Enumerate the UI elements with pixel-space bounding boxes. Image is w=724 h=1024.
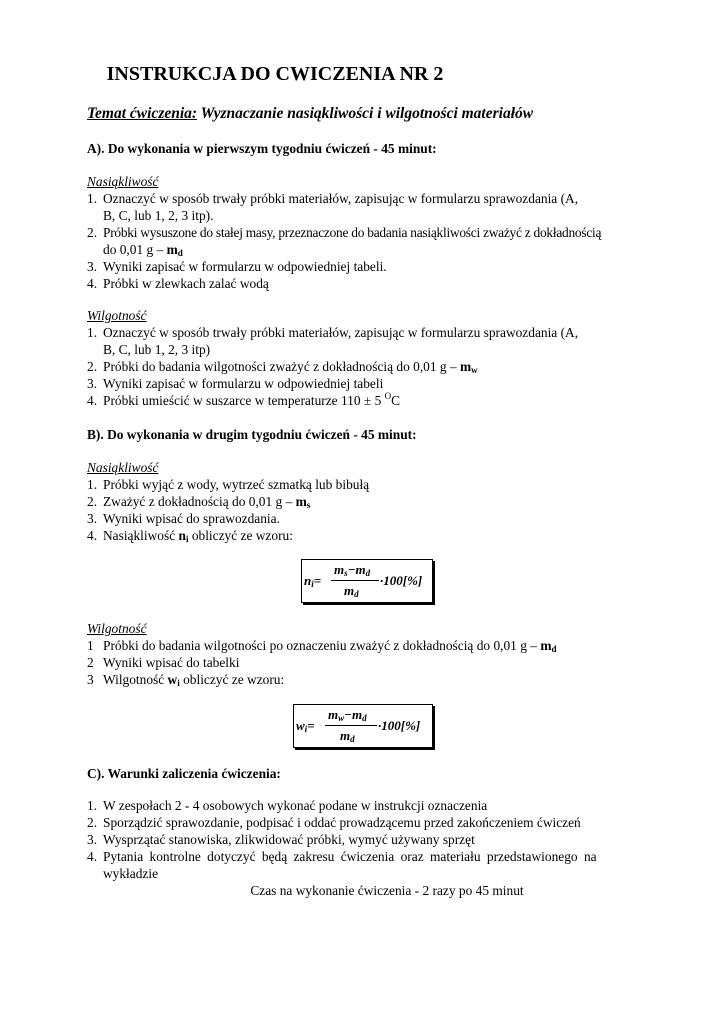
formula-lhs: $w_i=$	[296, 718, 315, 734]
item-number: 1.	[87, 325, 98, 340]
section-a-wilgotnosc	[87, 307, 687, 409]
list-item	[87, 848, 687, 882]
symbol-sub: s	[306, 500, 311, 510]
list	[87, 797, 687, 882]
formula-lhs: $n_i=$	[304, 573, 322, 589]
list-item	[87, 324, 687, 358]
item-text: Próbki do badania wilgotności po oznaczeniu zważyć z dokładnością do 0,01 g –	[103, 638, 541, 653]
list-item	[87, 224, 687, 258]
formula-denominator: $m_d$	[344, 583, 359, 599]
list-item	[87, 275, 687, 292]
item-number: 4.	[87, 393, 98, 408]
list	[87, 190, 687, 292]
item-number: 2.	[87, 815, 98, 830]
item-number: 2.	[87, 494, 98, 509]
list-item	[87, 493, 687, 510]
symbol-sub: i	[177, 678, 180, 688]
time-note: Czas na wykonanie ćwiczenia - 2 razy po 45 minut	[250, 883, 524, 898]
section-b-wilgotnosc	[87, 620, 687, 688]
item-text: Wyniki zapisać w formularzu w odpowiedniej tabeli.	[103, 259, 387, 274]
item-text-cont: B, C, lub 1, 2, 3 itp)	[103, 342, 211, 357]
list-item	[87, 476, 687, 493]
item-number: 1.	[87, 798, 98, 813]
fraction-bar	[325, 725, 377, 726]
formula-nasiakliwosc	[301, 559, 433, 603]
item-text: Wyniki zapisać w formularzu w odpowiedniej tabeli	[103, 376, 384, 391]
item-text: Próbki wyjąć z wody, wytrzeć szmatką lub bibułą	[103, 477, 370, 492]
item-text: Oznaczyć w sposób trwały próbki materiałów, zapisując w formularzu sprawozdania (A,	[103, 325, 579, 340]
item-text: Sporządzić sprawozdanie, podpisać i oddać prowadzącemu przed zakończeniem ćwiczeń	[103, 815, 581, 830]
formula-numerator: $m_w-m_d$	[328, 707, 367, 723]
subsection-title: Nasiąkliwość	[87, 460, 159, 475]
item-number: 4.	[87, 276, 98, 291]
item-text: Wilgotność	[103, 672, 168, 687]
item-text-cont: B, C, lub 1, 2, 3 itp).	[103, 208, 214, 223]
list-item	[87, 527, 687, 544]
list-item	[87, 654, 687, 671]
list-item	[87, 831, 687, 848]
section-b-nasiakliwosc	[87, 459, 687, 544]
symbol: n	[178, 528, 186, 543]
item-text: W zespołach 2 - 4 osobowych wykonać podane w instrukcji oznaczenia	[103, 798, 488, 813]
item-text-after: obliczyć ze wzoru:	[179, 672, 285, 687]
item-text: Oznaczyć w sposób trwały próbki materiałów, zapisując w formularzu sprawozdania (A,	[103, 191, 579, 206]
symbol-sub: d	[177, 248, 183, 258]
topic-label: Temat ćwiczenia:	[87, 105, 198, 122]
list-item	[87, 797, 687, 814]
item-text: Próbki wysuszone do stałej masy, przeznaczone do badania nasiąkliwości zważyć z dokładnością	[103, 225, 602, 240]
list-item	[87, 190, 687, 224]
formula-rhs: ·100[%]	[378, 718, 421, 733]
item-text: Pytania kontrolne dotyczyć będą zakresu ćwiczenia oraz materiału przedstawionego na	[103, 849, 597, 864]
subsection-title: Nasiąkliwość	[87, 174, 159, 189]
symbol: w	[167, 672, 178, 687]
formula-wilgotnosc	[293, 704, 433, 748]
section-b	[87, 426, 687, 443]
item-text: Zważyć z dokładnością do 0,01 g –	[103, 494, 296, 509]
item-number: 3.	[87, 376, 98, 391]
symbol: m	[460, 359, 472, 374]
section-a	[87, 140, 687, 157]
symbol: m	[540, 638, 552, 653]
item-number: 1	[87, 638, 94, 653]
list	[87, 476, 687, 544]
list-item	[87, 358, 687, 375]
list	[87, 637, 687, 688]
item-number: 3.	[87, 832, 98, 847]
fraction-bar	[331, 580, 379, 581]
item-number: 4.	[87, 849, 98, 864]
symbol: m	[295, 494, 307, 509]
list	[87, 324, 687, 409]
symbol-sub: d	[551, 644, 557, 654]
item-number: 2	[87, 655, 94, 670]
topic-line	[87, 104, 687, 124]
item-text-cont: wykładzie	[103, 866, 159, 881]
item-number: 1.	[87, 191, 98, 206]
symbol-sub: i	[185, 534, 189, 544]
item-number: 4.	[87, 528, 98, 543]
item-text-cont: do 0,01 g –	[103, 242, 167, 257]
item-text: Nasiąkliwość	[103, 528, 179, 543]
item-number: 3.	[87, 511, 98, 526]
item-text: Wysprzątać stanowiska, zlikwidować próbki, wymyć używany sprzęt	[103, 832, 475, 847]
list-item	[87, 392, 687, 409]
symbol-sub: w	[471, 365, 478, 375]
symbol: m	[166, 242, 178, 257]
item-number: 2.	[87, 359, 98, 374]
section-a-heading: A). Do wykonania w pierwszym tygodniu ćwiczeń - 45 minut:	[87, 141, 437, 156]
list-item	[87, 671, 687, 688]
formula-rhs: ·100[%]	[380, 573, 423, 588]
section-c	[87, 765, 687, 782]
section-c-heading: C). Warunki zaliczenia ćwiczenia:	[87, 766, 281, 781]
degree-sup: O	[384, 391, 392, 401]
item-text-after: C	[391, 393, 401, 408]
list-item	[87, 637, 687, 654]
page-title: INSTRUKCJA DO CWICZENIA NR 2	[106, 63, 444, 85]
item-text: Wyniki wpisać do tabelki	[103, 655, 240, 670]
formula-denominator: $m_d$	[340, 728, 355, 744]
list-item	[87, 510, 687, 527]
item-number: 2.	[87, 225, 98, 240]
section-c-list	[87, 797, 687, 899]
list-item	[87, 258, 687, 275]
topic-text: Wyznaczanie nasiąkliwości i wilgotności materiałów	[197, 105, 534, 122]
item-number: 1.	[87, 477, 98, 492]
list-item	[87, 814, 687, 831]
item-text: Próbki umieścić w suszarce w temperaturze 110 ± 5	[103, 393, 385, 408]
subsection-title: Wilgotność	[87, 621, 147, 636]
item-number: 3	[87, 672, 94, 687]
subsection-title: Wilgotność	[87, 308, 147, 323]
section-a-nasiakliwosc	[87, 173, 687, 292]
item-text: Wyniki wpisać do sprawozdania.	[103, 511, 280, 526]
item-text: Próbki w zlewkach zalać wodą	[103, 276, 269, 291]
item-text: Próbki do badania wilgotności zważyć z dokładnością do 0,01 g –	[103, 359, 461, 374]
item-text-after: obliczyć ze wzoru:	[188, 528, 293, 543]
formula-numerator: $m_s-m_d$	[334, 562, 371, 578]
section-b-heading: B). Do wykonania w drugim tygodniu ćwiczeń - 45 minut:	[87, 427, 417, 442]
item-number: 3.	[87, 259, 98, 274]
list-item	[87, 375, 687, 392]
